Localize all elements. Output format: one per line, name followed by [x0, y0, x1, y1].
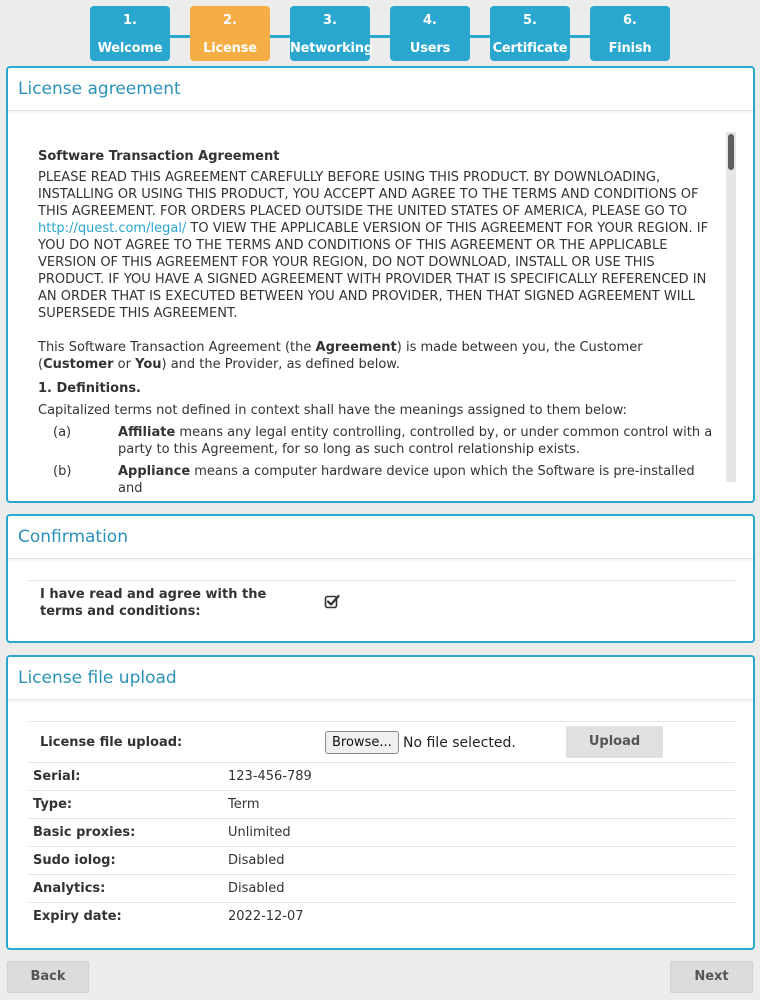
step-label: Users [409, 41, 451, 56]
step-finish[interactable] [590, 6, 670, 61]
step-number: 3. [323, 13, 337, 28]
info-key: Serial: [28, 763, 223, 791]
browse-button[interactable]: Browse... [325, 731, 399, 754]
info-value: Disabled [223, 875, 735, 903]
license-term: Agreement [315, 340, 397, 355]
license-scrollbar[interactable] [726, 132, 736, 482]
step-label: License [203, 41, 257, 56]
definition-item [38, 463, 714, 497]
license-text-span: ) and the Provider, as defined below. [161, 357, 400, 372]
info-key: Basic proxies: [28, 819, 223, 847]
license-text-span: or [113, 357, 136, 372]
next-button[interactable]: Next [670, 961, 753, 993]
license-text-span: PLEASE READ THIS AGREEMENT CAREFULLY BEFORE USING THIS PRODUCT. BY DOWNLOADING, INSTALLING OR USING THIS PRODUCT, YOU ACCEPT AND AGREE TO THE TERMS AND CONDITIONS OF THIS AGREEMENT. FOR ORDERS PLACED OUTSIDE THE UNITED STATES OF AMERICA, PLEASE GO TO [38, 170, 699, 219]
step-license[interactable] [190, 6, 270, 61]
table-row [28, 791, 735, 819]
panel-title: License agreement [8, 68, 753, 111]
license-text-span: TO VIEW THE APPLICABLE VERSION OF THIS AGREEMENT FOR YOUR REGION. IF YOU DO NOT AGREE TO THE TERMS AND CONDITIONS OF THIS AGREEMENT OR THE APPLICABLE VERSION OF THIS AGREEMENT FOR YOUR REGION, DO NOT DOWNLOAD, INSTALL OR USE THIS PRODUCT. IF YOU HAVE A SIGNED AGREEMENT WITH PROVIDER THAT IS SPECIFICALLY REFERENCED IN AN ORDER THAT IS EXECUTED BETWEEN YOU AND PROVIDER, THEN THAT SIGNED AGREEMENT WILL SUPERSEDE THIS AGREEMENT. [38, 221, 709, 321]
license-paragraph [38, 339, 714, 373]
panel-title: License file upload [8, 657, 753, 700]
step-welcome[interactable] [90, 6, 170, 61]
step-label: Welcome [97, 41, 163, 56]
license-term: Customer [43, 357, 114, 372]
step-number: 1. [123, 13, 137, 28]
license-text-span: This Software Transaction Agreement (the [38, 340, 316, 355]
license-heading: Software Transaction Agreement [38, 149, 280, 164]
definition-term: Appliance [118, 464, 191, 479]
license-text [38, 148, 714, 497]
info-value: Unlimited [223, 819, 735, 847]
license-info-table [28, 762, 735, 931]
license-term: You [135, 357, 162, 372]
step-networking[interactable] [290, 6, 373, 61]
step-number: 2. [223, 13, 237, 28]
license-text-box[interactable] [28, 132, 736, 496]
info-key: Analytics: [28, 875, 223, 903]
scrollbar-thumb[interactable] [728, 134, 734, 170]
upload-row [28, 721, 735, 762]
table-row [28, 903, 735, 931]
license-paragraph [38, 169, 714, 322]
license-agreement-panel [6, 66, 755, 503]
legal-link[interactable]: http://quest.com/legal/ [38, 221, 187, 236]
step-users[interactable] [390, 6, 470, 61]
table-row [28, 847, 735, 875]
definition-text: means any legal entity controlling, controlled by, or under common control with a party to this Agreement, for so long as such control relationship exists. [118, 425, 713, 457]
step-number: 6. [623, 13, 637, 28]
step-label: Networking [290, 41, 373, 56]
info-key: Sudo iolog: [28, 847, 223, 875]
step-label: Certificate [492, 41, 568, 56]
definition-label: (b) [53, 464, 72, 479]
upload-label: License file upload: [40, 735, 183, 750]
definition-term: Affiliate [118, 425, 176, 440]
upload-button[interactable]: Upload [566, 726, 663, 758]
step-number: 5. [523, 13, 537, 28]
table-row [28, 763, 735, 791]
definition-label: (a) [53, 425, 72, 440]
confirmation-row [28, 580, 735, 623]
table-row [28, 819, 735, 847]
agree-checkbox-icon[interactable] [324, 593, 340, 609]
definitions-intro: Capitalized terms not defined in context shall have the meanings assigned to them below: [38, 403, 627, 418]
panel-title: Confirmation [8, 516, 753, 559]
info-value: 2022-12-07 [223, 903, 735, 931]
step-certificate[interactable] [490, 6, 570, 61]
agree-terms-label: I have read and agree with the terms and conditions: [40, 587, 267, 619]
definition-text: means a computer hardware device upon which the Software is pre-installed and [118, 464, 695, 496]
confirmation-panel [6, 514, 755, 643]
info-key: Type: [28, 791, 223, 819]
definition-item [38, 424, 714, 458]
wizard-steps [0, 0, 760, 62]
back-button[interactable]: Back [7, 961, 89, 993]
table-row [28, 875, 735, 903]
info-value: 123-456-789 [223, 763, 735, 791]
info-key: Expiry date: [28, 903, 223, 931]
definitions-heading: 1. Definitions. [38, 381, 141, 396]
license-upload-panel [6, 655, 755, 950]
license-text-span: ) is made between you, the Customer ( [38, 340, 643, 372]
step-number: 4. [423, 13, 437, 28]
info-value: Disabled [223, 847, 735, 875]
selected-file-text: No file selected. [403, 735, 516, 751]
step-label: Finish [608, 41, 652, 56]
info-value: Term [223, 791, 735, 819]
